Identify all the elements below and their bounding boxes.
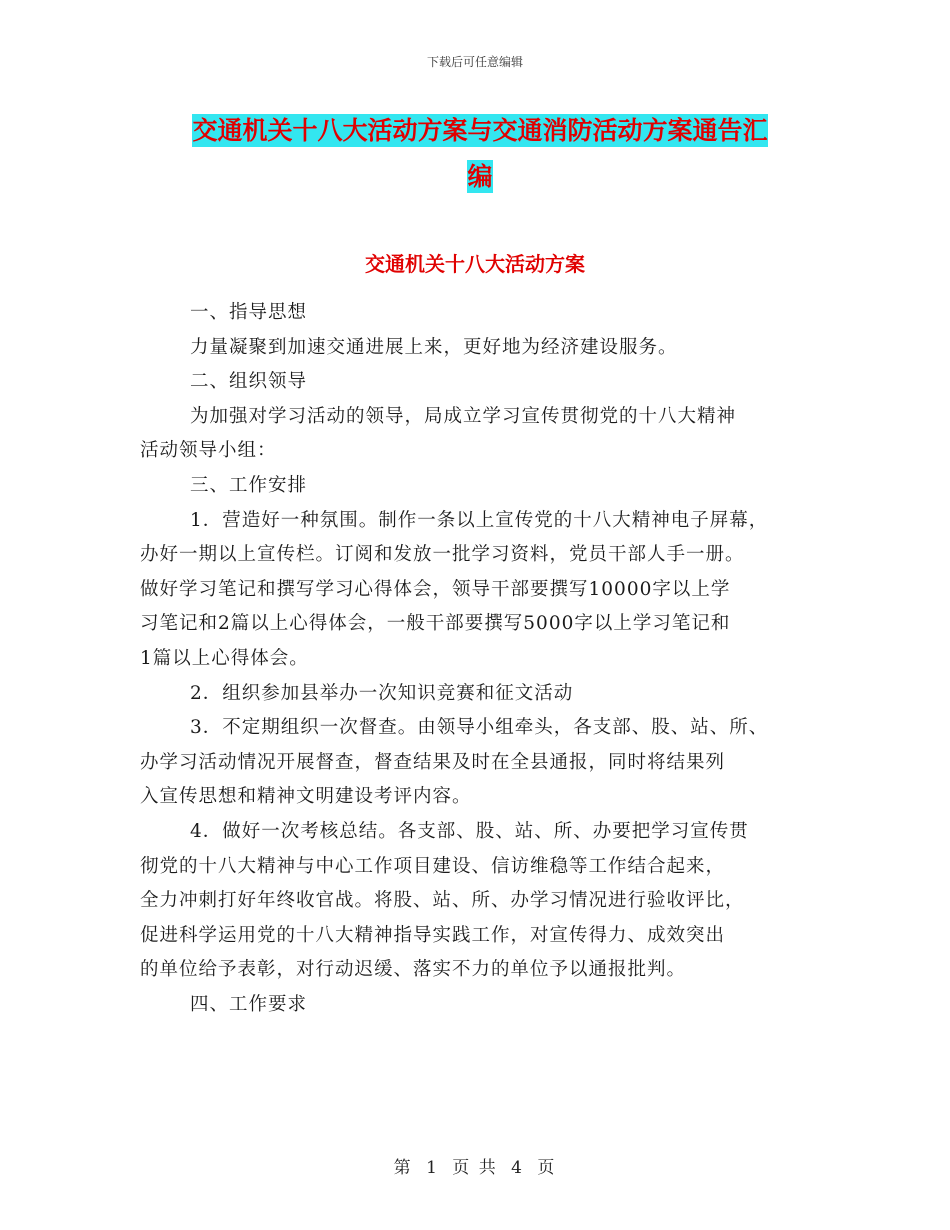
paragraph-line: 1篇以上心得体会。 xyxy=(140,647,309,669)
paragraph-line: 4．做好一次考核总结。各支部、股、站、所、办要把学习宣传贯 xyxy=(190,820,749,842)
document-body xyxy=(140,296,830,1022)
paragraph-line: 力量凝聚到加速交通进展上来，更好地为经济建设服务。 xyxy=(190,336,678,358)
title-line-1: 交通机关十八大活动方案与交通消防活动方案通告汇 xyxy=(192,116,768,145)
paragraph-line: 二、组织领导 xyxy=(190,371,308,393)
paragraph-line: 全力冲刺打好年终收官战。将股、站、所、办学习情况进行验收评比， xyxy=(140,890,745,912)
page-footer xyxy=(0,1153,950,1178)
paragraph-line: 1．营造好一种氛围。制作一条以上宣传党的十八大精神电子屏幕， xyxy=(190,509,769,531)
paragraph-line: 一、指导思想 xyxy=(190,302,308,323)
footer-middle: 页 共 xyxy=(452,1158,498,1178)
paragraph-line: 办好一期以上宣传栏。订阅和发放一批学习资料，党员干部人手一册。 xyxy=(140,544,745,566)
footer-prefix: 第 xyxy=(393,1158,413,1178)
paragraph-line: 为加强对学习活动的领导，局成立学习宣传贯彻党的十八大精神 xyxy=(190,405,737,427)
paragraph-line: 2．组织参加县举办一次知识竞赛和征文活动 xyxy=(190,682,574,704)
paragraph-line: 办学习活动情况开展督查，督查结果及时在全县通报，同时将结果列 xyxy=(140,751,726,773)
paragraph-line: 习笔记和2篇以上心得体会，一般干部要撰写5000字以上学习笔记和 xyxy=(140,613,731,635)
paragraph-line: 促进科学运用党的十八大精神指导实践工作，对宣传得力、成效突出 xyxy=(140,924,726,946)
current-page-number: 1 xyxy=(426,1158,439,1178)
paragraph-line: 彻党的十八大精神与中心工作项目建设、信访维稳等工作结合起来， xyxy=(140,855,726,877)
paragraph-line: 3．不定期组织一次督查。由领导小组牵头，各支部、股、站、所、 xyxy=(190,717,769,739)
total-pages-number: 4 xyxy=(511,1158,524,1178)
paragraph-line: 三、工作安排 xyxy=(190,474,308,496)
paragraph-line: 入宣传思想和精神文明建设考评内容。 xyxy=(140,786,472,808)
document-title xyxy=(140,108,820,200)
section-title: 交通机关十八大活动方案 xyxy=(365,252,585,276)
title-line-2: 编 xyxy=(467,162,493,191)
paragraph-line: 四、工作要求 xyxy=(190,993,308,1015)
paragraph-line: 做好学习笔记和撰写学习心得体会，领导干部要撰写10000字以上学 xyxy=(140,578,731,600)
footer-suffix: 页 xyxy=(537,1158,557,1178)
paragraph-line: 活动领导小组： xyxy=(140,440,277,462)
header-note: 下载后可任意编辑 xyxy=(426,55,523,69)
paragraph-line: 的单位给予表彰，对行动迟缓、落实不力的单位予以通报批判。 xyxy=(140,959,687,981)
